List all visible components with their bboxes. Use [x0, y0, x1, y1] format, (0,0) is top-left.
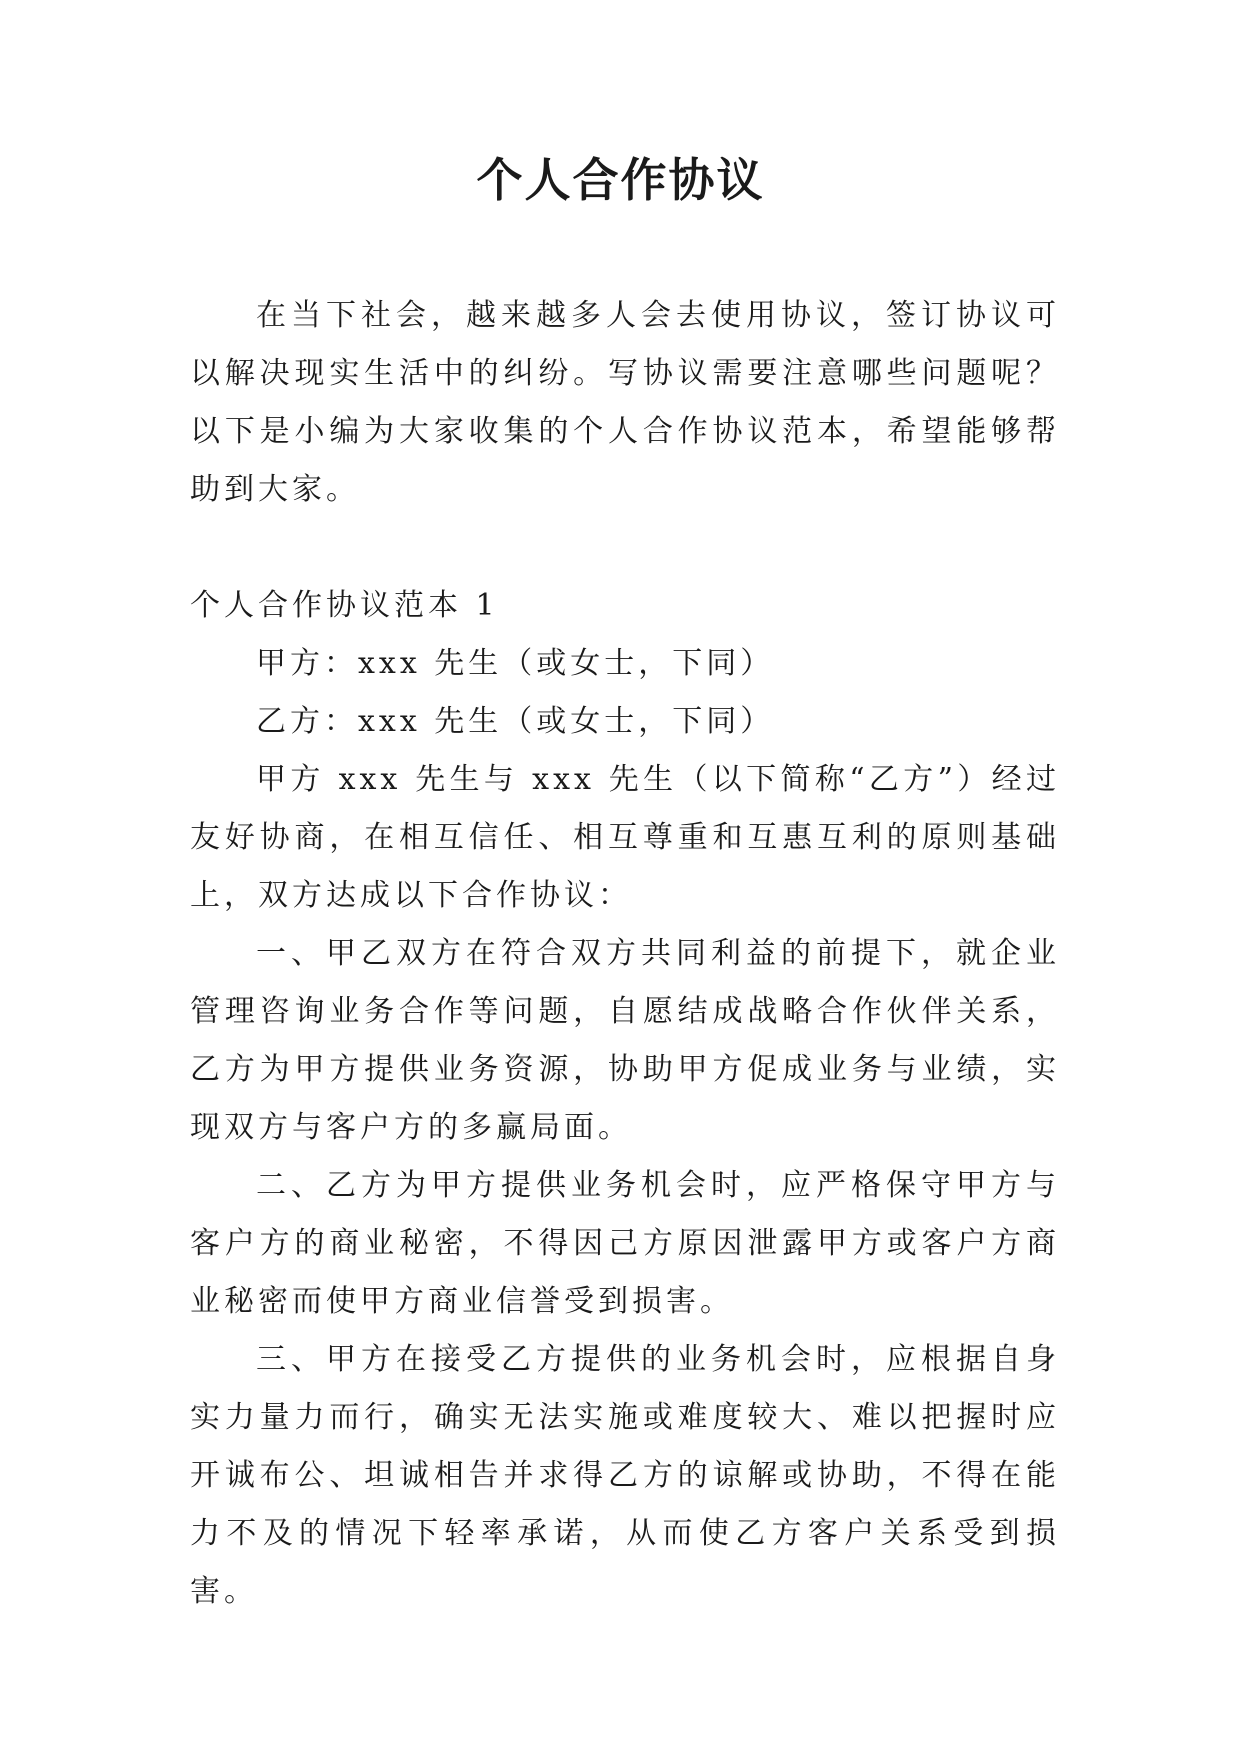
party-a-line: 甲方：xxx 先生（或女士，下同） [256, 646, 775, 681]
preamble-paragraph: 甲方 xxx 先生与 xxx 先生（以下简称“乙方”）经过友好协商，在相互信任、相互尊重和互惠互利的原则基础上，双方达成以下合作协议： [190, 762, 1060, 913]
clause-2: 二、乙方为甲方提供业务机会时，应严格保守甲方与客户方的商业秘密，不得因己方原因泄露甲方或客户方商业秘密而使甲方商业信誉受到损害。 [190, 1168, 1060, 1319]
clause-1: 一、甲乙双方在符合双方共同利益的前提下，就企业管理咨询业务合作等问题，自愿结成战略合作伙伴关系，乙方为甲方提供业务资源，协助甲方促成业务与业绩，实现双方与客户方的多赢局面。 [190, 936, 1060, 1145]
document-body [190, 287, 1060, 1621]
party-b-line: 乙方：xxx 先生（或女士，下同） [256, 704, 775, 739]
document-title: 个人合作协议 [476, 153, 765, 207]
intro-paragraph: 在当下社会，越来越多人会去使用协议，签订协议可以解决现实生活中的纠纷。写协议需要注意哪些问题呢？以下是小编为大家收集的个人合作协议范本，希望能够帮助到大家。 [190, 298, 1060, 507]
clause-3: 三、甲方在接受乙方提供的业务机会时，应根据自身实力量力而行，确实无法实施或难度较大、难以把握时应开诚布公、坦诚相告并求得乙方的谅解或协助，不得在能力不及的情况下轻率承诺，从而使乙方客户关系受到损害。 [190, 1342, 1060, 1609]
sample-heading: 个人合作协议范本 1 [190, 588, 499, 623]
paragraph-gap [190, 519, 1060, 577]
